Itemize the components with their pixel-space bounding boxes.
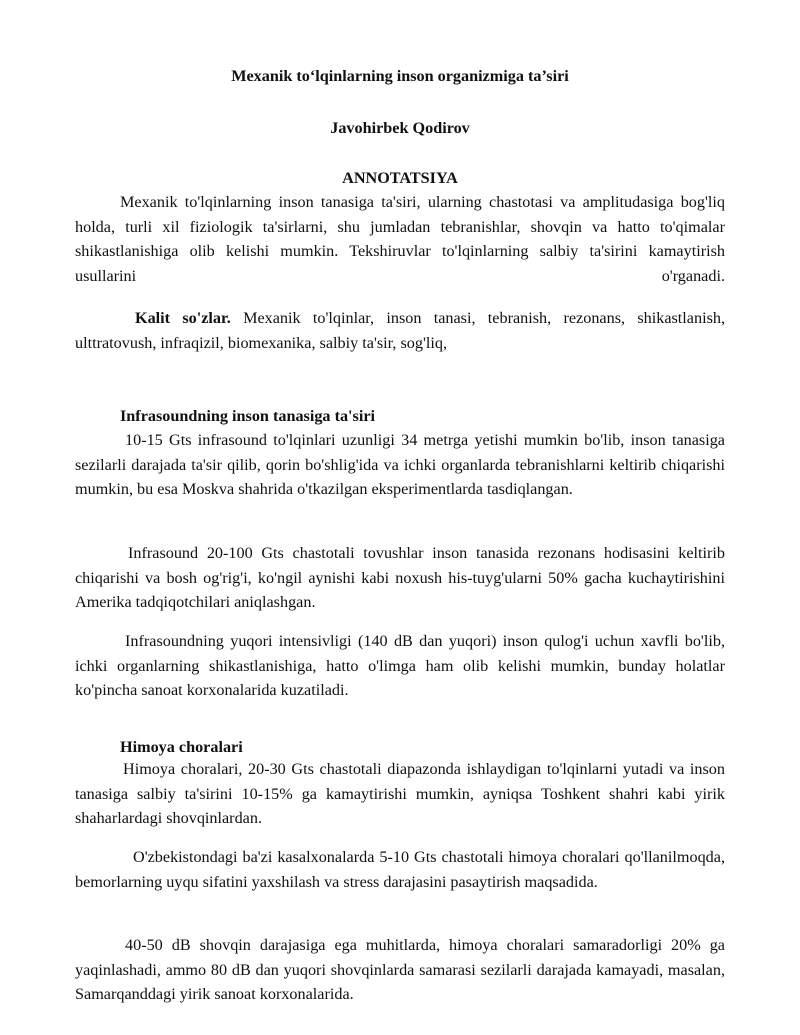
keywords-label: Kalit so'zlar. bbox=[135, 309, 231, 327]
section2-paragraph: O'zbekistondagi ba'zi kasalxonalarda 5-10 Gts chastotali himoya choralari qo'llanilmoqda, bemorlarning uyqu sifatini yaxshilash va stress darajasini pasaytirish maqsadida. bbox=[75, 848, 725, 891]
paper-title: Mexanik to‘lqinlarning inson organizmiga ta’siri bbox=[231, 67, 569, 85]
annotation-heading: ANNOTATSIYA bbox=[342, 169, 458, 187]
section1-paragraph: 10-15 Gts infrasound to'lqinlari uzunligi 34 metrga yetishi mumkin bo'lib, inson tanasiga sezilarli darajada ta'sir qilib, qorin bo'shlig'ida va ichki organlarda tebranishlarni keltirib chiqarishi mumkin, bu esa Moskva shahrida o'tkazilgan eksperimentlarda tasdiqlangan. bbox=[75, 431, 725, 498]
section1-paragraph: Infrasound 20-100 Gts chastotali tovushlar inson tanasida rezonans hodisasini keltirib chiqarishi va bosh og'rig'i, ko'ngil aynishi kabi noxush his-tuyg'ularni 50% gacha kuchaytirishini Amerika tadqiqotchilari aniqlashgan. bbox=[75, 544, 725, 611]
section-heading-infrasound: Infrasoundning inson tanasiga ta'siri bbox=[120, 407, 376, 425]
author-name: Javohirbek Qodirov bbox=[330, 119, 470, 137]
keywords-text: Mexanik to'lqinlar, inson tanasi, tebranish, rezonans, shikastlanish, ulttratovush, infraqizil, biomexanika, salbiy ta'sir, sog'liq, bbox=[75, 309, 726, 352]
section2-paragraph: 40-50 dB shovqin darajasiga ega muhitlarda, himoya choralari samaradorligi 20% ga yaqinlashadi, ammo 80 dB dan yuqori shovqinlarda samarasi sezilarli darajada kamayadi, masalan, Samarqanddagi yirik sanoat korxonalarida. bbox=[75, 936, 725, 1003]
section2-paragraph: Himoya choralari, 20-30 Gts chastotali diapazonda ishlaydigan to'lqinlarni yutadi va inson tanasiga salbiy ta'sirini 10-15% ga kamaytirishi mumkin, ayniqsa Toshkent shahri kabi yirik shaharlardagi shovqinlardan. bbox=[75, 760, 725, 827]
annotation-text: Mexanik to'lqinlarning inson tanasiga ta'siri, ularning chastotasi va amplitudasiga bog'liq holda, turli xil fiziologik ta'sirlarni, shu jumladan tebranishlar, shovqin va hatto to'qimalar shikastlanishiga olib kelishi mumkin. Tekshiruvlar to'lqinlarning salbiy ta'sirini kamaytirish usullarini o'rganadi. bbox=[75, 193, 725, 285]
section-heading-protection: Himoya choralari bbox=[120, 738, 243, 756]
keywords-paragraph bbox=[75, 306, 725, 355]
section1-paragraph: Infrasoundning yuqori intensivligi (140 dB dan yuqori) inson qulog'i uchun xavfli bo'lib, ichki organlarning shikastlanishiga, hatto o'limga ham olib kelishi mumkin, bunday holatlar ko'pincha sanoat korxonalarida kuzatiladi. bbox=[75, 632, 725, 699]
